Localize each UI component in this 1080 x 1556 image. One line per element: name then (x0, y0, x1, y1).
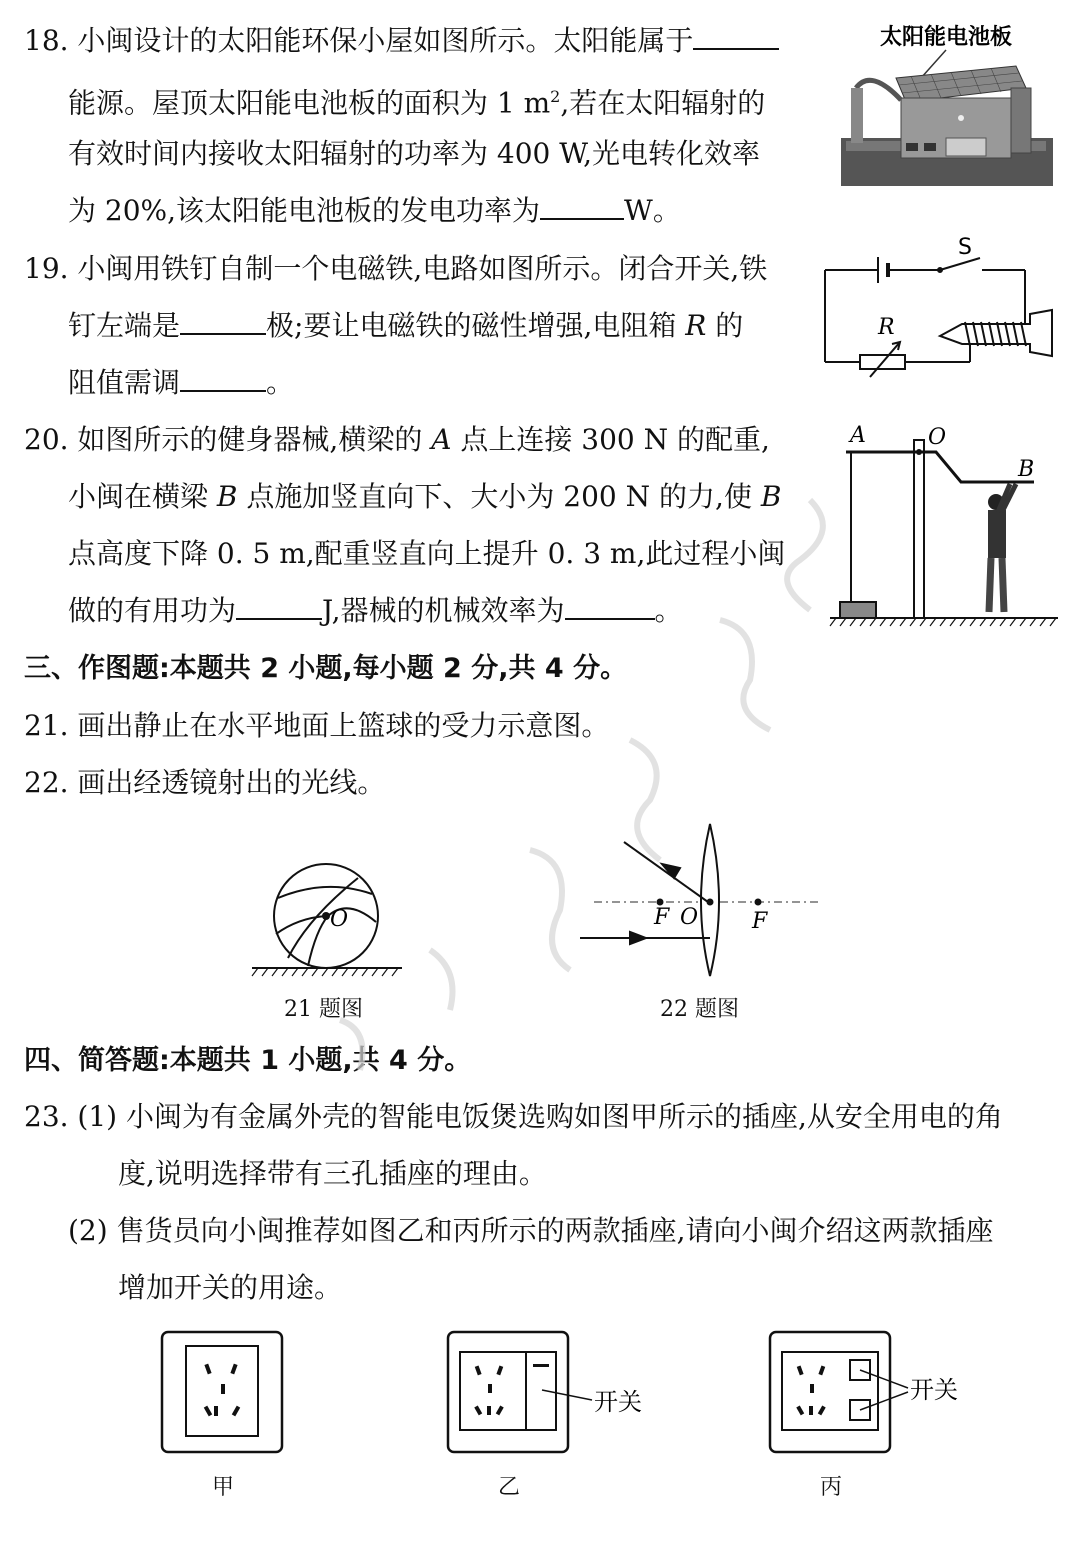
focus-point-right (755, 899, 762, 906)
socket-a-figure (160, 1330, 286, 1456)
q18-text: ,若在太阳辐射的 (560, 86, 766, 120)
support-pillar (914, 440, 924, 618)
q19-text: 。 (266, 366, 295, 399)
q20-line1 (24, 423, 770, 457)
q18-text: 为 20%,该太阳能电池板的发电功率为 (68, 194, 541, 227)
basketball-figure (248, 858, 408, 978)
iron-nail (940, 310, 1052, 356)
solar-panel (896, 66, 1026, 102)
q18-line3 (68, 137, 760, 171)
q23-1-line1: 23. (1) 小闽为有金属外壳的智能电饭煲选购如图甲所示的插座,从安全用电的角 (24, 1100, 1003, 1133)
q20-text: 点高度下降 0. 5 m,配重竖直向上提升 0. 3 m,此过程小闽 (68, 537, 786, 570)
incident-ray-1 (624, 842, 708, 902)
q19-text: 钉左端是 (68, 309, 181, 342)
q19-text: 19. 小闽用铁钉自制一个电磁铁,电路如图所示。闭合开关,铁 (24, 252, 768, 285)
q20-text: 。 (654, 594, 683, 627)
q21-text: 21. 画出静止在水平地面上篮球的受力示意图。 (24, 709, 610, 742)
electromagnet-circuit-figure (820, 232, 1060, 382)
q20-line3 (68, 537, 785, 571)
q19-line3 (68, 366, 294, 400)
q18-line2 (68, 80, 765, 120)
solar-panel-label: 太阳能电池板 (879, 25, 1013, 50)
label-f-right: F (752, 909, 768, 934)
q18-text: 能源。屋顶太阳能电池板的面积为 1 m (68, 86, 551, 120)
label-o: O (928, 425, 947, 450)
section-4-title: 四、简答题:本题共 1 小题,共 4 分。 (24, 1045, 472, 1076)
switch-label: 开关 (594, 1388, 642, 1416)
q20-text: 点上连接 300 N 的配重, (460, 423, 770, 456)
q23-2-line1: (2) 售货员向小闽推荐如图乙和丙所示的两款插座,请向小闽介绍这两款插座 (68, 1214, 994, 1247)
socket-c-figure (768, 1330, 988, 1456)
q18-text: 有效时间内接收太阳辐射的功率为 400 W,光电转化效率 (68, 137, 761, 170)
q20-text: 做的有用功为 (68, 594, 237, 627)
section-3-title: 三、作图题:本题共 2 小题,每小题 2 分,共 4 分。 (24, 653, 628, 684)
q19-text: 极;要让电磁铁的磁性增强,电阻箱 (266, 309, 677, 342)
socket-a-label: 甲 (212, 1475, 235, 1500)
q20-text: 点施加竖直向下、大小为 200 N 的力,使 (246, 480, 752, 513)
q23-2-line2: 增加开关的用途。 (118, 1271, 343, 1304)
superscript: 2 (550, 87, 561, 106)
q19-text: 阻值需调 (68, 366, 181, 399)
lens-figure (576, 820, 826, 980)
q20-line4 (68, 594, 683, 628)
point-b: B (216, 480, 238, 513)
q18-line4 (68, 194, 681, 228)
center-point (322, 912, 330, 920)
q23-1-line2: 度,说明选择带有三孔插座的理由。 (118, 1157, 547, 1190)
q18-text: W。 (624, 194, 681, 227)
answer-blank[interactable] (236, 594, 322, 620)
q19-text: 的 (715, 309, 744, 342)
fig22-caption: 22 题图 (660, 997, 739, 1022)
variable-r: R (685, 309, 707, 342)
answer-blank[interactable] (540, 194, 624, 220)
solar-house-figure (836, 18, 1058, 190)
q18-text: 18. 小闽设计的太阳能环保小屋如图所示。太阳能属于 (24, 24, 694, 57)
point-b: B (760, 480, 782, 513)
resistor-label: R (878, 315, 895, 340)
q20-line2 (68, 480, 781, 514)
fig21-caption: 21 题图 (284, 997, 363, 1022)
q22-text: 22. 画出经透镜射出的光线。 (24, 766, 386, 799)
crossbeam (846, 452, 1034, 482)
socket-c-label: 丙 (820, 1475, 843, 1500)
q20-text: J,器械的机械效率为 (322, 594, 565, 627)
socket-b-label: 乙 (498, 1475, 521, 1500)
q20-text: 20. 如图所示的健身器械,横梁的 (24, 423, 423, 456)
label-a: A (850, 423, 866, 448)
optical-center (707, 899, 714, 906)
answer-blank[interactable] (180, 366, 266, 392)
person-figure (988, 484, 1016, 612)
answer-blank[interactable] (565, 594, 655, 620)
label-f-left: F (654, 905, 670, 930)
fitness-equipment-figure (826, 422, 1060, 632)
q20-text: 小闽在横梁 (68, 480, 209, 513)
q18-line1 (24, 24, 779, 58)
label-o: O (680, 905, 699, 930)
socket-b-figure (446, 1330, 686, 1456)
q19-line1 (24, 252, 767, 286)
answer-blank[interactable] (180, 309, 266, 335)
switch-label: 开关 (910, 1376, 958, 1404)
label-o: O (330, 907, 349, 932)
q19-line2 (68, 309, 743, 343)
switch-label: S (958, 235, 972, 260)
socket-face (460, 1352, 556, 1430)
counterweight (840, 602, 876, 618)
answer-blank[interactable] (693, 24, 779, 50)
switch-indicator (533, 1364, 549, 1367)
label-b: B (1018, 457, 1035, 482)
point-a: A (431, 423, 452, 456)
